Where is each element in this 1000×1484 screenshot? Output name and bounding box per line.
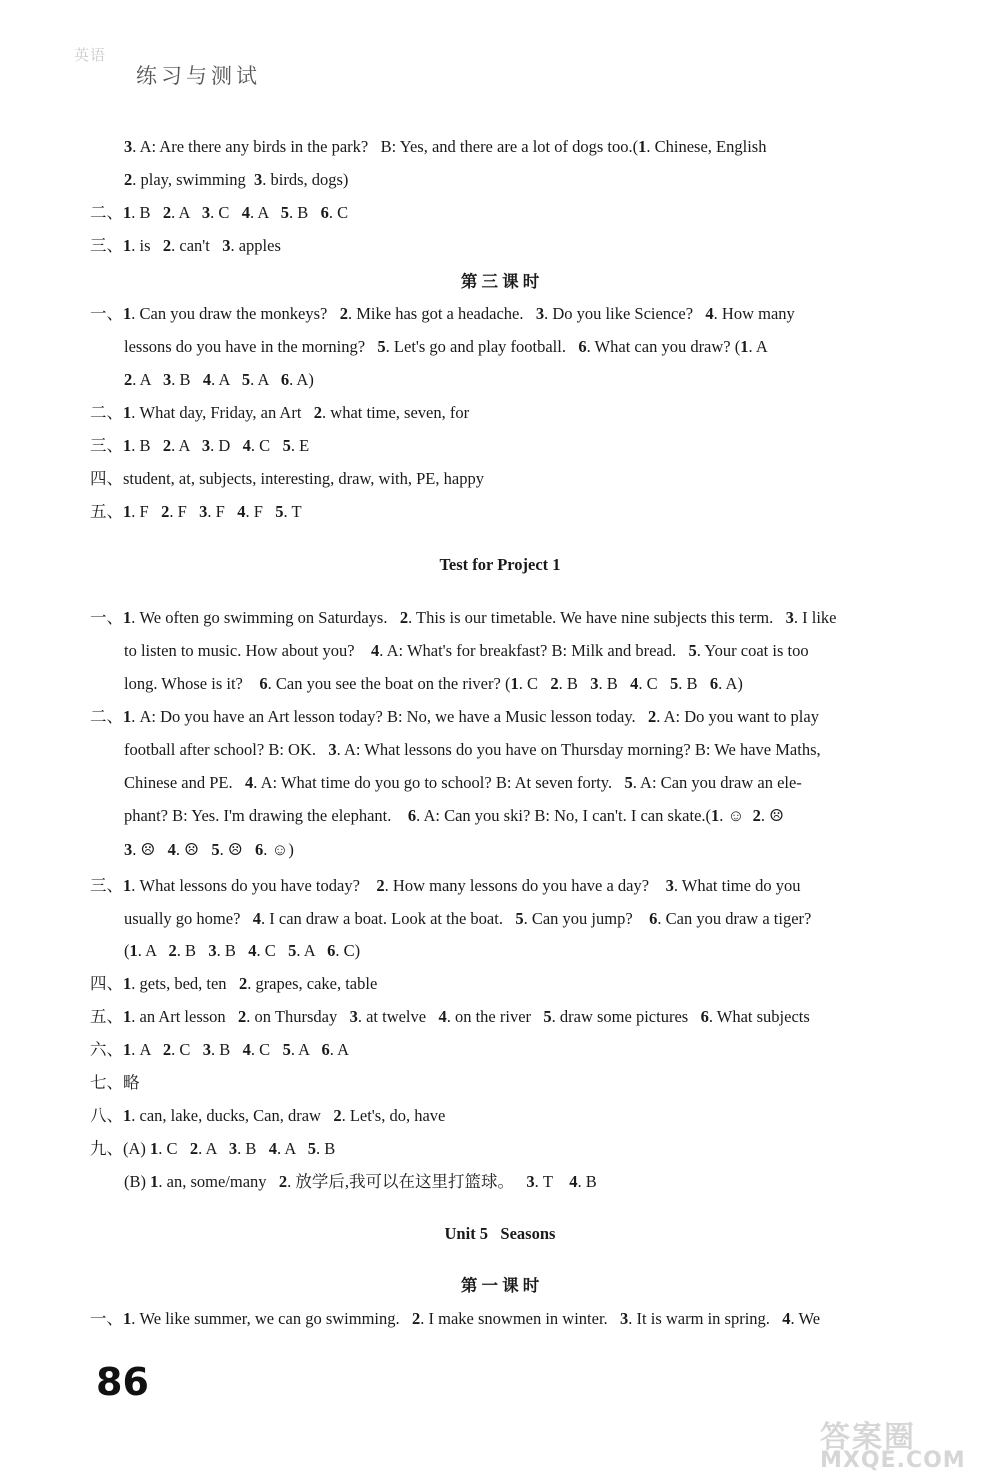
answer-line: 四、1. gets, bed, ten 2. grapes, cake, table: [90, 974, 378, 993]
answer-line: football after school? B: OK. 3. A: What lessons do you have on Thursday morning? B: We have Maths,: [124, 740, 821, 759]
answer-line: 七、略: [90, 1073, 140, 1092]
answer-line: usually go home? 4. I can draw a boat. Look at the boat. 5. Can you jump? 6. Can you draw a tiger?: [124, 909, 812, 928]
page-number: 86: [96, 1360, 149, 1404]
answer-line: (1. A 2. B 3. B 4. C 5. A 6. C): [124, 941, 361, 960]
answer-line: 三、1. is 2. can't 3. apples: [90, 236, 281, 255]
answer-line: Chinese and PE. 4. A: What time do you go to school? B: At seven forty. 5. A: Can you draw an ele-: [124, 773, 802, 792]
answer-line: 四、student, at, subjects, interesting, draw, with, PE, happy: [90, 469, 484, 488]
answer-line: 三、1. What lessons do you have today? 2. How many lessons do you have a day? 3. What time do you: [90, 876, 801, 895]
answer-line: 九、(A) 1. C 2. A 3. B 4. A 5. B: [90, 1139, 336, 1158]
book-title: 练习与测试: [136, 64, 261, 88]
answer-line: 六、1. A 2. C 3. B 4. C 5. A 6. A: [90, 1040, 350, 1059]
section-heading: Test for Project 1: [439, 555, 561, 574]
answer-line: 八、1. can, lake, ducks, Can, draw 2. Let's, do, have: [90, 1106, 446, 1125]
answer-line: 五、1. an Art lesson 2. on Thursday 3. at twelve 4. on the river 5. draw some pictures 6. What subjects: [90, 1007, 810, 1026]
section-heading: Unit 5 Seasons: [444, 1224, 556, 1243]
answer-line: 二、1. A: Do you have an Art lesson today? B: No, we have a Music lesson today. 2. A: Do you want to play: [90, 707, 819, 726]
answer-line: 二、1. B 2. A 3. C 4. A 5. B 6. C: [90, 203, 349, 222]
answer-line: 三、1. B 2. A 3. D 4. C 5. E: [90, 436, 310, 455]
answer-line: long. Whose is it? 6. Can you see the boat on the river? (1. C 2. B 3. B 4. C 5. B 6. A): [124, 674, 743, 693]
watermark: [820, 1412, 966, 1473]
answer-line: 2. A 3. B 4. A 5. A 6. A): [124, 370, 314, 389]
answer-line: 3. A: Are there any birds in the park? B: Yes, and there are a lot of dogs too.(1. Chinese, English: [124, 137, 767, 156]
watermark-text: 答案圈: [820, 1420, 916, 1455]
section-heading: 第 三 课 时: [460, 272, 540, 291]
answer-line: 二、1. What day, Friday, an Art 2. what time, seven, for: [90, 403, 470, 422]
page-header: [74, 44, 261, 88]
answer-line: (B) 1. an, some/many 2. 放学后,我可以在这里打篮球。 3. T 4. B: [124, 1172, 597, 1191]
subject-label: 英语: [74, 46, 107, 64]
answer-line: 五、1. F 2. F 3. F 4. F 5. T: [90, 502, 302, 521]
answer-line: to listen to music. How about you? 4. A: What's for breakfast? B: Milk and bread. 5. Your coat is too: [124, 641, 809, 660]
answer-line: 一、1. We like summer, we can go swimming. 2. I make snowmen in winter. 3. It is warm in spring. 4. We: [90, 1309, 821, 1328]
watermark-url: MXQE.COM: [820, 1448, 966, 1473]
answer-line: 一、1. We often go swimming on Saturdays. 2. This is our timetable. We have nine subjects this term. 3. I like: [90, 608, 837, 627]
answer-line: lessons do you have in the morning? 5. Let's go and play football. 6. What can you draw? (1. A: [124, 337, 768, 356]
section-heading: 第 一 课 时: [460, 1276, 540, 1295]
answer-line: 2. play, swimming 3. birds, dogs): [124, 170, 349, 189]
answer-line: 一、1. Can you draw the monkeys? 2. Mike has got a headache. 3. Do you like Science? 4. How many: [90, 304, 795, 323]
answer-line: phant? B: Yes. I'm drawing the elephant. 6. A: Can you ski? B: No, I can't. I can skate.(1. ☺ 2. ☹: [124, 806, 784, 825]
answer-line: 3. ☹ 4. ☹ 5. ☹ 6. ☺): [124, 840, 294, 859]
